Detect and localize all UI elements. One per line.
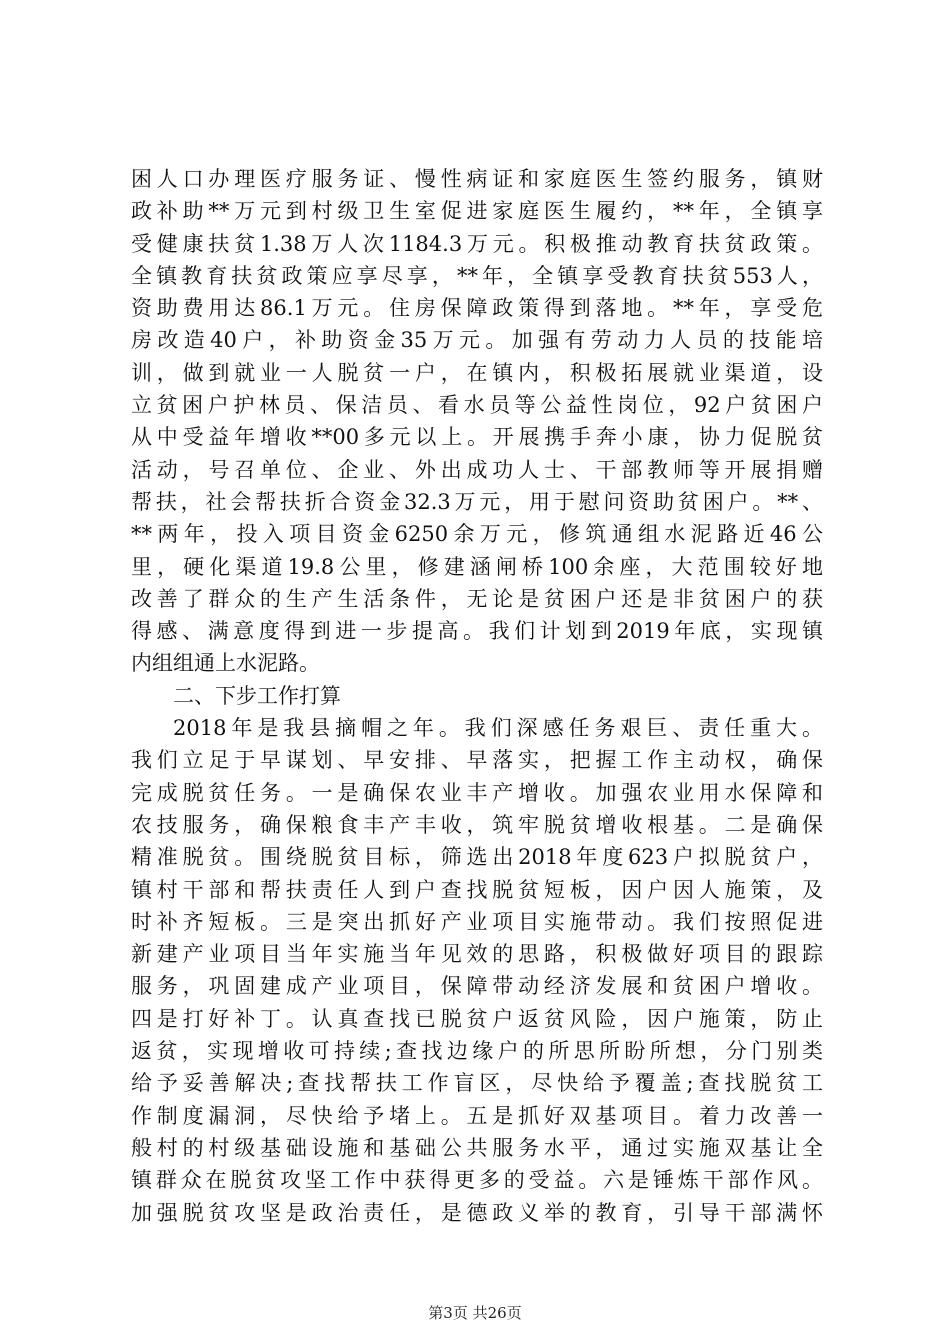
text-line: 般村的村级基础设施和基础公共服务水平，通过实施双基让全 [131,1135,823,1160]
text-line: 房改造40户，补助资金35万元。加强有劳动力人员的技能培 [131,328,823,353]
text-line: 作制度漏洞，尽快给予堵上。五是抓好双基项目。着力改善一 [131,1103,823,1128]
section-heading: 二、下步工作打算 [173,683,341,708]
text-line: 镇群众在脱贫攻坚工作中获得更多的受益。六是锤炼干部作风。 [131,1168,823,1193]
text-line: 从中受益年增收**00多元以上。开展携手奔小康，协力促脱贫 [131,425,823,450]
text-line: **两年，投入项目资金6250余万元，修筑通组水泥路近46公 [131,522,823,547]
text-line: 活动，号召单位、企业、外出成功人士、干部教师等开展捐赠 [131,457,823,482]
text-line: 农技服务，确保粮食丰产丰收，筑牢脱贫增收根基。二是确保 [131,812,823,837]
text-line: 困人口办理医疗服务证、慢性病证和家庭医生签约服务，镇财 [131,167,823,191]
text-line: 服务，巩固建成产业项目，保障带动经济发展和贫困户增收。 [131,974,823,999]
text-line: 2018年是我县摘帽之年。我们深感任务艰巨、责任重大。 [173,716,823,741]
text-line: 精准脱贫。围绕脱贫目标，筛选出2018年度623户拟脱贫户， [131,845,823,870]
text-line: 时补齐短板。三是突出抓好产业项目实施带动。我们按照促进 [131,909,823,934]
text-line: 我们立足于早谋划、早安排、早落实，把握工作主动权，确保 [131,748,823,773]
text-line: 四是打好补丁。认真查找已脱贫户返贫风险，因户施策，防止 [131,1006,823,1031]
text-line: 资助费用达86.1万元。住房保障政策得到落地。**年，享受危 [131,296,823,321]
text-line: 受健康扶贫1.38万人次1184.3万元。积极推动教育扶贫政策。 [131,231,823,256]
text-line: 政补助**万元到村级卫生室促进家庭医生履约，**年，全镇享 [131,199,823,224]
text-line: 镇村干部和帮扶责任人到户查找脱贫短板，因户因人施策，及 [131,877,823,902]
text-line: 得感、满意度得到进一步提高。我们计划到2019年底，实现镇 [131,619,823,644]
text-line: 新建产业项目当年实施当年见效的思路，积极做好项目的跟踪 [131,942,823,967]
text-line: 里，硬化渠道19.8公里，修建涵闸桥100余座，大范围较好地 [131,554,823,579]
text-line: 加强脱贫攻坚是政治责任，是德政义举的教育，引导干部满怀 [131,1200,823,1225]
page-number-footer: 第3页 共26页 [428,1304,522,1322]
text-line: 全镇教育扶贫政策应享尽享，**年，全镇享受教育扶贫553人， [131,263,823,288]
text-line: 返贫，实现增收可持续;查找边缘户的所思所盼所想，分门别类 [131,1039,823,1064]
text-line: 改善了群众的生产生活条件，无论是贫困户还是非贫困户的获 [131,586,823,611]
text-line: 完成脱贫任务。一是确保农业丰产增收。加强农业用水保障和 [131,780,823,805]
text-line: 给予妥善解决;查找帮扶工作盲区，尽快给予覆盖;查找脱贫工 [131,1071,823,1096]
text-line: 训，做到就业一人脱贫一户，在镇内，积极拓展就业渠道，设 [131,360,823,385]
body-text [131,163,823,1229]
text-line: 帮扶，社会帮扶折合资金32.3万元，用于慰问资助贫困户。**、 [131,489,823,514]
text-line: 立贫困户护林员、保洁员、看水员等公益性岗位，92户贫困户 [131,393,823,418]
text-line: 内组组通上水泥路。 [131,651,320,676]
